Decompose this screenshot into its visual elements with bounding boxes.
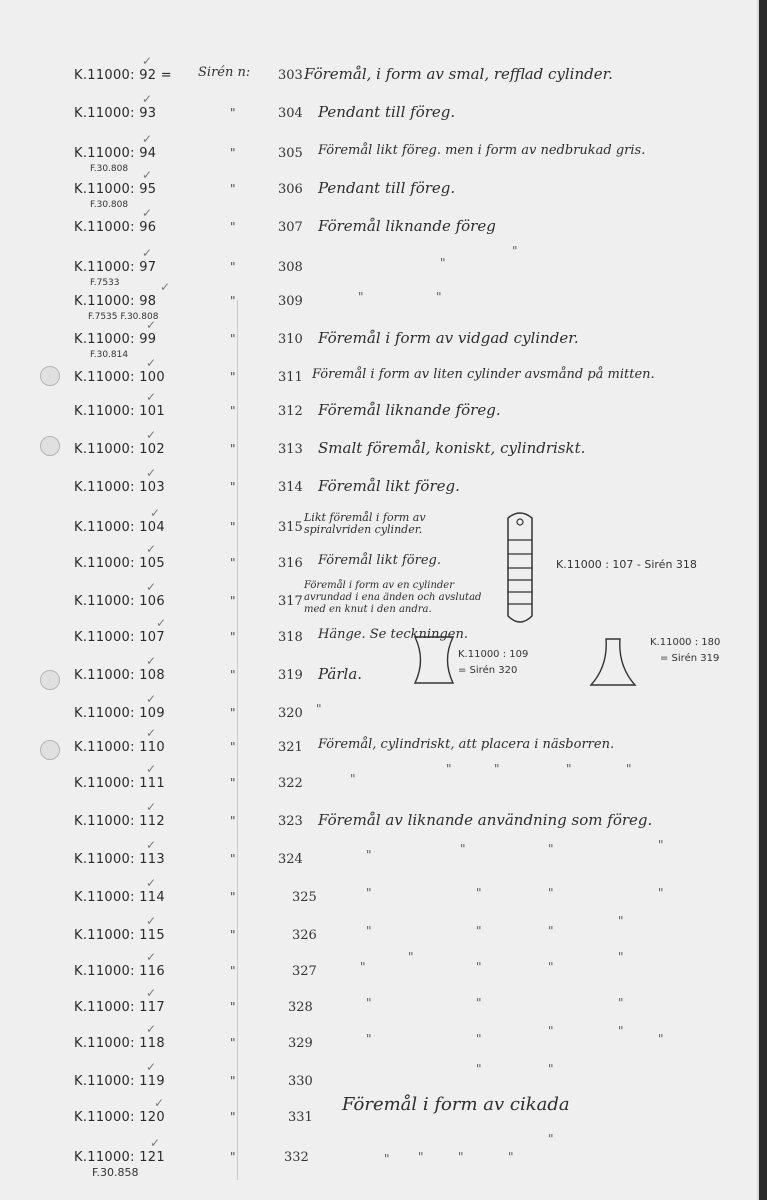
ditto-mark: " xyxy=(366,996,372,1010)
check-icon: ✓ xyxy=(146,580,157,594)
ditto-mark: " xyxy=(366,848,372,862)
catalog-row xyxy=(0,132,757,174)
catalog-number: K.11000: 119 xyxy=(74,1074,165,1089)
item-description: Hänge. Se teckningen. xyxy=(318,627,468,642)
siren-number: 303 xyxy=(278,68,303,83)
ditto-mark: " xyxy=(512,244,518,258)
siren-number: 311 xyxy=(278,370,303,385)
check-icon: ✓ xyxy=(146,876,157,890)
item-description: Föremål i form av vidgad cylinder. xyxy=(318,329,579,347)
siren-number: 313 xyxy=(278,442,303,457)
ditto-mark: " xyxy=(230,1110,236,1124)
check-icon: ✓ xyxy=(146,986,157,1000)
ditto-mark: " xyxy=(446,762,452,776)
siren-number: 326 xyxy=(292,928,317,943)
catalog-number: K.11000: 98 xyxy=(74,294,157,309)
ditto-mark: " xyxy=(548,842,554,856)
sketch-caption: K.11000 : 109 xyxy=(458,649,529,660)
catalog-number: K.11000: 111 xyxy=(74,776,165,791)
check-icon: ✓ xyxy=(146,692,157,706)
check-icon: ✓ xyxy=(146,838,157,852)
ditto-mark: " xyxy=(230,668,236,682)
check-icon: ✓ xyxy=(146,542,157,556)
siren-header: Sirén n: xyxy=(198,65,251,80)
catalog-number: K.11000: 96 xyxy=(74,220,157,235)
item-description: Likt föremål i form av spiralvriden cylinder. xyxy=(304,511,426,536)
sketch-caption: K.11000 : 180 xyxy=(650,637,721,648)
ditto-mark: " xyxy=(230,814,236,828)
catalog-number: K.11000: 101 xyxy=(74,404,165,419)
sketch-caption: = Sirén 320 xyxy=(458,665,518,676)
check-icon: ✓ xyxy=(146,390,157,404)
ditto-mark: " xyxy=(548,886,554,900)
ditto-mark: " xyxy=(618,996,624,1010)
ditto-mark: " xyxy=(460,842,466,856)
catalog-number: K.11000: 115 xyxy=(74,928,165,943)
ditto-mark: " xyxy=(230,260,236,274)
catalog-number: K.11000: 95 xyxy=(74,182,157,197)
siren-number: 310 xyxy=(278,332,303,347)
ditto-mark: " xyxy=(360,960,366,974)
ditto-mark: " xyxy=(548,1024,554,1038)
catalog-number: K.11000: 105 xyxy=(74,556,165,571)
siren-number: 327 xyxy=(292,964,317,979)
ditto-mark: " xyxy=(436,290,442,304)
ditto-mark: " xyxy=(230,480,236,494)
check-icon: ✓ xyxy=(146,428,157,442)
item-description: Pendant till föreg. xyxy=(318,103,456,121)
siren-number: 307 xyxy=(278,220,303,235)
f-reference: F.7535 F.30.808 xyxy=(88,312,159,322)
catalog-row xyxy=(0,580,757,618)
ditto-mark: " xyxy=(418,1150,424,1164)
siren-number: 329 xyxy=(288,1036,313,1051)
item-description: Föremål liknande föreg. xyxy=(318,401,501,419)
ditto-mark: " xyxy=(230,442,236,456)
catalog-number: K.11000: 99 xyxy=(74,332,157,347)
item-description: Föremål i form av en cylinder avrundad i ena änden och avslutad med en knut i den andra. xyxy=(304,580,482,615)
catalog-number: K.11000: 94 xyxy=(74,146,157,161)
check-icon: ✓ xyxy=(142,168,153,182)
catalog-row xyxy=(0,466,757,504)
ditto-mark: " xyxy=(230,294,236,308)
catalog-row xyxy=(0,356,757,394)
check-icon: ✓ xyxy=(156,616,167,630)
bead-sketch xyxy=(588,636,638,688)
siren-number: 317 xyxy=(278,594,303,609)
item-description: Föremål i form av cikada xyxy=(342,1094,570,1115)
siren-number: 324 xyxy=(278,852,303,867)
f-reference: F.30.858 xyxy=(92,1166,139,1179)
item-description: Föremål i form av liten cylinder avsmånd på mitten. xyxy=(312,367,655,382)
ditto-mark: " xyxy=(440,256,446,270)
check-icon: ✓ xyxy=(142,54,153,68)
ditto-mark: " xyxy=(566,762,572,776)
ditto-mark: " xyxy=(230,928,236,942)
check-icon: ✓ xyxy=(142,246,153,260)
catalog-row xyxy=(0,92,757,130)
ditto-mark: " xyxy=(230,1000,236,1014)
ditto-mark: " xyxy=(476,1032,482,1046)
item-description: Smalt föremål, koniskt, cylindriskt. xyxy=(318,439,586,457)
ditto-mark: " xyxy=(476,960,482,974)
sketch-caption: K.11000 : 107 - Sirén 318 xyxy=(556,558,697,571)
catalog-number: K.11000: 117 xyxy=(74,1000,165,1015)
check-icon: ✓ xyxy=(146,950,157,964)
ditto-mark: " xyxy=(230,594,236,608)
catalog-row xyxy=(0,986,757,1024)
ditto-mark: " xyxy=(230,706,236,720)
ditto-mark: " xyxy=(658,838,664,852)
catalog-row xyxy=(0,244,757,288)
check-icon: ✓ xyxy=(146,914,157,928)
catalog-row xyxy=(0,876,757,914)
item-description: Föremål likt föreg. xyxy=(318,477,460,495)
catalog-number: K.11000: 107 xyxy=(74,630,165,645)
check-icon: ✓ xyxy=(146,726,157,740)
catalog-row xyxy=(0,318,757,360)
catalog-row xyxy=(0,1132,757,1179)
pendant-sketch xyxy=(500,508,540,630)
catalog-number: K.11000: 112 xyxy=(74,814,165,829)
siren-number: 323 xyxy=(278,814,303,829)
ditto-mark: " xyxy=(458,1150,464,1164)
ditto-mark: " xyxy=(316,702,322,716)
siren-number: 318 xyxy=(278,630,303,645)
siren-number: 330 xyxy=(288,1074,313,1089)
ditto-mark: " xyxy=(366,924,372,938)
siren-number: 325 xyxy=(292,890,317,905)
item-description: Föremål, cylindriskt, att placera i näsborren. xyxy=(318,737,615,752)
ditto-mark: " xyxy=(476,924,482,938)
siren-number: 322 xyxy=(278,776,303,791)
check-icon: ✓ xyxy=(154,1096,165,1110)
bead-sketch xyxy=(412,634,456,686)
ditto-mark: " xyxy=(230,776,236,790)
ditto-mark: " xyxy=(230,890,236,904)
catalog-row xyxy=(0,54,757,92)
siren-number: 305 xyxy=(278,146,303,161)
item-description: Föremål likt föreg. xyxy=(318,553,441,568)
siren-number: 331 xyxy=(288,1110,313,1125)
catalog-number: K.11000: 103 xyxy=(74,480,165,495)
siren-number: 319 xyxy=(278,668,303,683)
ditto-mark: " xyxy=(230,630,236,644)
check-icon: ✓ xyxy=(146,318,157,332)
siren-number: 320 xyxy=(278,706,303,721)
ditto-mark: " xyxy=(230,146,236,160)
sketch-caption: = Sirén 319 xyxy=(660,653,720,664)
catalog-row xyxy=(0,692,757,730)
ditto-mark: " xyxy=(358,290,364,304)
check-icon: ✓ xyxy=(146,1060,157,1074)
ditto-mark: " xyxy=(230,404,236,418)
ditto-mark: " xyxy=(230,332,236,346)
catalog-number: K.11000: 97 xyxy=(74,260,157,275)
ditto-mark: " xyxy=(230,370,236,384)
check-icon: ✓ xyxy=(142,92,153,106)
ditto-mark: " xyxy=(626,762,632,776)
ditto-mark: " xyxy=(384,1152,390,1166)
item-description: Föremål av liknande användning som föreg. xyxy=(318,811,653,829)
check-icon: ✓ xyxy=(146,356,157,370)
ditto-mark: " xyxy=(230,1150,236,1164)
ditto-mark: " xyxy=(494,762,500,776)
check-icon: ✓ xyxy=(146,654,157,668)
catalog-row xyxy=(0,914,757,952)
catalog-row xyxy=(0,390,757,428)
check-icon: ✓ xyxy=(150,1136,161,1150)
check-icon: ✓ xyxy=(146,1022,157,1036)
ditto-mark: " xyxy=(548,1132,554,1146)
item-description: Pendant till föreg. xyxy=(318,179,456,197)
ditto-mark: " xyxy=(618,1024,624,1038)
check-icon: ✓ xyxy=(150,506,161,520)
catalog-row xyxy=(0,726,757,764)
catalog-row xyxy=(0,800,757,838)
ditto-mark: " xyxy=(658,1032,664,1046)
ditto-mark: " xyxy=(230,556,236,570)
catalog-row xyxy=(0,762,757,800)
catalog-row xyxy=(0,506,757,544)
ditto-mark: " xyxy=(366,886,372,900)
ditto-mark: " xyxy=(350,772,356,786)
catalog-row xyxy=(0,838,757,876)
check-icon: ✓ xyxy=(146,762,157,776)
catalog-row xyxy=(0,950,757,988)
catalog-row xyxy=(0,616,757,654)
catalog-number: K.11000: 118 xyxy=(74,1036,165,1051)
siren-number: 312 xyxy=(278,404,303,419)
ditto-mark: " xyxy=(548,960,554,974)
siren-number: 306 xyxy=(278,182,303,197)
catalog-number: K.11000: 102 xyxy=(74,442,165,457)
siren-number: 309 xyxy=(278,294,303,309)
ditto-mark: " xyxy=(476,886,482,900)
item-description: Föremål liknande föreg xyxy=(318,217,496,235)
ditto-mark: " xyxy=(658,886,664,900)
catalog-number: K.11000: 93 xyxy=(74,106,157,121)
ditto-mark: " xyxy=(618,950,624,964)
catalog-number: K.11000: 120 xyxy=(74,1110,165,1125)
siren-number: 304 xyxy=(278,106,303,121)
ditto-mark: " xyxy=(618,914,624,928)
catalog-number: K.11000: 110 xyxy=(74,740,165,755)
siren-number: 308 xyxy=(278,260,303,275)
ditto-mark: " xyxy=(548,924,554,938)
check-icon: ✓ xyxy=(142,132,153,146)
item-description: Föremål, i form av smal, refflad cylinder. xyxy=(304,65,613,83)
catalog-number: K.11000: 121 xyxy=(74,1150,165,1165)
siren-number: 316 xyxy=(278,556,303,571)
ditto-mark: " xyxy=(230,106,236,120)
siren-number: 314 xyxy=(278,480,303,495)
check-icon: ✓ xyxy=(142,206,153,220)
catalog-number: K.11000: 92 = xyxy=(74,68,172,83)
ditto-mark: " xyxy=(230,520,236,534)
catalog-row xyxy=(0,1094,757,1134)
f-reference: F.30.814 xyxy=(90,350,129,360)
siren-number: 332 xyxy=(284,1150,309,1165)
catalog-row xyxy=(0,428,757,466)
ditto-mark: " xyxy=(230,220,236,234)
f-reference: F.7533 xyxy=(90,278,120,288)
ditto-mark: " xyxy=(230,964,236,978)
siren-number: 315 xyxy=(278,520,303,535)
siren-number: 328 xyxy=(288,1000,313,1015)
catalog-number: K.11000: 108 xyxy=(74,668,165,683)
ditto-mark: " xyxy=(408,950,414,964)
ditto-mark: " xyxy=(476,1062,482,1076)
ditto-mark: " xyxy=(508,1150,514,1164)
siren-number: 321 xyxy=(278,740,303,755)
ditto-mark: " xyxy=(230,182,236,196)
item-description: Pärla. xyxy=(318,665,363,683)
catalog-number: K.11000: 109 xyxy=(74,706,165,721)
catalog-row xyxy=(0,1022,757,1060)
catalog-number: K.11000: 113 xyxy=(74,852,165,867)
catalog-row xyxy=(0,206,757,244)
check-icon: ✓ xyxy=(146,466,157,480)
catalog-number: K.11000: 100 xyxy=(74,370,165,385)
ditto-mark: " xyxy=(366,1032,372,1046)
catalog-number: K.11000: 104 xyxy=(74,520,165,535)
ditto-mark: " xyxy=(230,852,236,866)
ditto-mark: " xyxy=(548,1062,554,1076)
catalog-number: K.11000: 116 xyxy=(74,964,165,979)
ditto-mark: " xyxy=(230,1036,236,1050)
f-reference: F.30.808 xyxy=(90,200,129,210)
item-description: Föremål likt föreg. men i form av nedbrukad gris. xyxy=(318,143,646,158)
catalog-number: K.11000: 114 xyxy=(74,890,165,905)
ditto-mark: " xyxy=(230,740,236,754)
ditto-mark: " xyxy=(230,1074,236,1088)
check-icon: ✓ xyxy=(146,800,157,814)
f-reference: F.30.808 xyxy=(90,164,129,174)
check-icon: ✓ xyxy=(160,280,171,294)
ditto-mark: " xyxy=(476,996,482,1010)
catalog-row xyxy=(0,168,757,210)
catalog-number: K.11000: 106 xyxy=(74,594,165,609)
